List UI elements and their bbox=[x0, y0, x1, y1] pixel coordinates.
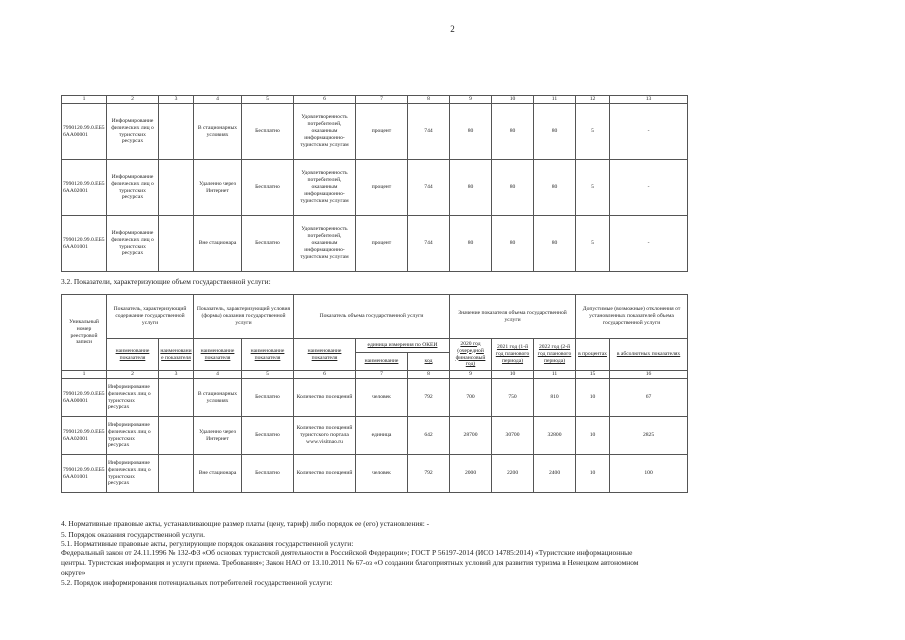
deviation-percent: 10 bbox=[576, 379, 610, 417]
col-number: 1 bbox=[62, 371, 107, 379]
okei: 642 bbox=[408, 417, 450, 455]
indicator: Количество посещений туристского портала www.visitnao.ru bbox=[294, 417, 356, 455]
col-number: 4 bbox=[194, 96, 242, 104]
indicator: Количество посещений bbox=[294, 379, 356, 417]
okei: 744 bbox=[408, 216, 450, 272]
table-header-row bbox=[62, 295, 688, 339]
cell bbox=[159, 104, 194, 160]
value-2021: 80 bbox=[492, 104, 534, 160]
registry-code: 7990120.99.0.ЕБ56АА01001 bbox=[62, 455, 107, 493]
deviation-absolute: 2825 bbox=[610, 417, 688, 455]
deviation-header: Допустимые (возможные) отклонения от установленных показателей объема государственной услуги bbox=[576, 295, 688, 339]
deviation-percent: 10 bbox=[576, 417, 610, 455]
okei: 744 bbox=[408, 104, 450, 160]
unique-number-header: Уникальный номер реестровой записи bbox=[62, 295, 107, 371]
col-number: 6 bbox=[294, 96, 356, 104]
volume-indicators-table bbox=[61, 294, 688, 493]
okei: 744 bbox=[408, 160, 450, 216]
indicator: Удовлетворенность потребителей, оказанным информационно-туристским услугам bbox=[294, 160, 356, 216]
col-number: 1 bbox=[62, 96, 107, 104]
registry-code: 7990120.99.0.ЕБ56АА00001 bbox=[62, 379, 107, 417]
col-number: 2 bbox=[107, 371, 159, 379]
conditions-indicator-header: Показатель, характеризующий условия (формы) оказания государственной услуги bbox=[194, 295, 294, 339]
col-number: 13 bbox=[610, 96, 688, 104]
indicator-name-header: наименование показателя bbox=[294, 339, 356, 371]
col-number: 12 bbox=[576, 96, 610, 104]
registry-code: 7990120.99.0.ЕБ56АА01001 bbox=[62, 216, 107, 272]
page-number: 2 bbox=[450, 24, 455, 34]
col-number: 8 bbox=[408, 371, 450, 379]
value-2022: 80 bbox=[534, 216, 576, 272]
paragraph-5: 5. Порядок оказания государственной услуги. bbox=[61, 530, 205, 539]
table-header-row bbox=[62, 339, 688, 353]
unit: процент bbox=[356, 216, 408, 272]
deviation-absolute: - bbox=[610, 160, 688, 216]
year-2021-header: 2021 год (1-й год планового периода) bbox=[492, 339, 534, 371]
table-header-row bbox=[62, 371, 688, 379]
service-form: Удаленно через Интернет bbox=[194, 160, 242, 216]
cell bbox=[159, 455, 194, 493]
legal-acts-line: округе» bbox=[61, 568, 86, 577]
deviation-percent: 10 bbox=[576, 455, 610, 493]
year-2022-header: 2022 год (2-й год планового периода) bbox=[534, 339, 576, 371]
service-form: Удаленно через Интернет bbox=[194, 417, 242, 455]
col-number: 8 bbox=[408, 96, 450, 104]
col-number: 10 bbox=[492, 96, 534, 104]
value-2022: 810 bbox=[534, 379, 576, 417]
content-indicator-header: Показатель, характеризующий содержание государственной услуги bbox=[107, 295, 194, 339]
col-number: 3 bbox=[159, 371, 194, 379]
table-row bbox=[62, 216, 688, 272]
value-2022: 80 bbox=[534, 160, 576, 216]
registry-code: 7990120.99.0.ЕБ56АА02001 bbox=[62, 417, 107, 455]
paragraph-5-1: 5.1. Нормативные правовые акты, регулирующие порядок оказания государственной услуги: bbox=[61, 539, 354, 548]
col-number: 5 bbox=[242, 96, 294, 104]
unit: единица bbox=[356, 417, 408, 455]
value-2020: 28700 bbox=[450, 417, 492, 455]
service-form: Вне стационара bbox=[194, 455, 242, 493]
table-row bbox=[62, 455, 688, 493]
indicator-name-header: наименование показателя bbox=[107, 339, 159, 371]
col-number: 2 bbox=[107, 96, 159, 104]
paragraph-4: 4. Нормативные правовые акты, устанавливающие размер платы (цену, тариф) либо порядок ее (его) установления: - bbox=[61, 519, 430, 528]
fee: Бесплатно bbox=[242, 160, 294, 216]
col-number: 4 bbox=[194, 371, 242, 379]
unit: человек bbox=[356, 455, 408, 493]
service-form: В стационарных условиях bbox=[194, 104, 242, 160]
col-number: 7 bbox=[356, 96, 408, 104]
indicator: Удовлетворенность потребителей, оказанным информационно-туристским услугам bbox=[294, 104, 356, 160]
col-number: 10 bbox=[492, 371, 534, 379]
indicator-name-header: наименование показателя bbox=[159, 339, 194, 371]
indicator-name-header: наименование показателя bbox=[194, 339, 242, 371]
deviation-absolute: 100 bbox=[610, 455, 688, 493]
legal-acts-line: центры. Туристская информация и услуги приема. Требования»; Закон НАО от 13.10.2011 № 67-оз «О создании благоприятных условий для развития туризма в Ненецком автономном bbox=[61, 558, 639, 567]
unit-code-header: код bbox=[408, 353, 450, 371]
volume-indicator-header: Показатель объема государственной услуги bbox=[294, 295, 450, 339]
value-2020: 700 bbox=[450, 379, 492, 417]
percent-header: в процентах bbox=[576, 339, 610, 371]
fee: Бесплатно bbox=[242, 379, 294, 417]
service-form: Вне стационара bbox=[194, 216, 242, 272]
fee: Бесплатно bbox=[242, 455, 294, 493]
okei: 792 bbox=[408, 455, 450, 493]
unit: процент bbox=[356, 104, 408, 160]
service-name: Информирование физических лиц о туристских ресурсах bbox=[107, 455, 159, 493]
col-number: 15 bbox=[576, 371, 610, 379]
values-header: Значение показателя объема государственной услуги bbox=[450, 295, 576, 339]
table-header-row bbox=[62, 96, 688, 104]
service-name: Информирование физических лиц о туристских ресурсах bbox=[107, 379, 159, 417]
fee: Бесплатно bbox=[242, 417, 294, 455]
section-3-2-heading: 3.2. Показатели, характеризующие объем государственной услуги: bbox=[61, 277, 271, 286]
value-2021: 2200 bbox=[492, 455, 534, 493]
cell bbox=[159, 216, 194, 272]
deviation-percent: 5 bbox=[576, 160, 610, 216]
table-row bbox=[62, 104, 688, 160]
table-row bbox=[62, 379, 688, 417]
fee: Бесплатно bbox=[242, 216, 294, 272]
value-2021: 30700 bbox=[492, 417, 534, 455]
absolute-header: в абсолютных показателях bbox=[610, 339, 688, 371]
cell bbox=[159, 379, 194, 417]
value-2020: 80 bbox=[450, 216, 492, 272]
value-2020: 2000 bbox=[450, 455, 492, 493]
table-row bbox=[62, 160, 688, 216]
year-2020-header: 2020 год (очередной финансовый год) bbox=[450, 339, 492, 371]
indicator: Количество посещений bbox=[294, 455, 356, 493]
value-2020: 80 bbox=[450, 160, 492, 216]
col-number: 7 bbox=[356, 371, 408, 379]
indicator-name-header: наименование показателя bbox=[242, 339, 294, 371]
col-number: 3 bbox=[159, 96, 194, 104]
cell bbox=[159, 160, 194, 216]
table-row bbox=[62, 417, 688, 455]
col-number: 16 bbox=[610, 371, 688, 379]
okei: 792 bbox=[408, 379, 450, 417]
deviation-percent: 5 bbox=[576, 104, 610, 160]
quality-indicators-table bbox=[61, 95, 688, 272]
indicator: Удовлетворенность потребителей, оказанным информационно-туристским услугам bbox=[294, 216, 356, 272]
deviation-absolute: - bbox=[610, 104, 688, 160]
unit-name-header: наименование bbox=[356, 353, 408, 371]
value-2020: 80 bbox=[450, 104, 492, 160]
service-name: Информирование физических лиц о туристских ресурсах bbox=[107, 417, 159, 455]
service-name: Информирование физических лиц о туристских ресурсах bbox=[107, 104, 159, 160]
col-number: 11 bbox=[534, 371, 576, 379]
service-name: Информирование физических лиц о туристских ресурсах bbox=[107, 216, 159, 272]
service-name: Информирование физических лиц о туристских ресурсах bbox=[107, 160, 159, 216]
value-2022: 80 bbox=[534, 104, 576, 160]
paragraph-5-2: 5.2. Порядок информирования потенциальных потребителей государственной услуги: bbox=[61, 578, 333, 587]
service-form: В стационарных условиях bbox=[194, 379, 242, 417]
deviation-percent: 5 bbox=[576, 216, 610, 272]
col-number: 11 bbox=[534, 96, 576, 104]
col-number: 9 bbox=[450, 96, 492, 104]
legal-acts-line: Федеральный закон от 24.11.1996 № 132-ФЗ «Об основах туристской деятельности в Российской Федерации»; ГОСТ Р 56197-2014 (ИСО 14785:2014) «Туристские информационные bbox=[61, 548, 633, 557]
registry-code: 7990120.99.0.ЕБ56АА00001 bbox=[62, 104, 107, 160]
value-2021: 80 bbox=[492, 160, 534, 216]
deviation-absolute: 67 bbox=[610, 379, 688, 417]
col-number: 5 bbox=[242, 371, 294, 379]
registry-code: 7990120.99.0.ЕБ56АА02001 bbox=[62, 160, 107, 216]
value-2021: 750 bbox=[492, 379, 534, 417]
fee: Бесплатно bbox=[242, 104, 294, 160]
unit: человек bbox=[356, 379, 408, 417]
col-number: 9 bbox=[450, 371, 492, 379]
cell bbox=[159, 417, 194, 455]
unit-okei-header: единица измерения по ОКЕИ bbox=[356, 339, 450, 353]
unit: процент bbox=[356, 160, 408, 216]
value-2022: 32800 bbox=[534, 417, 576, 455]
value-2021: 80 bbox=[492, 216, 534, 272]
deviation-absolute: - bbox=[610, 216, 688, 272]
col-number: 6 bbox=[294, 371, 356, 379]
value-2022: 2400 bbox=[534, 455, 576, 493]
